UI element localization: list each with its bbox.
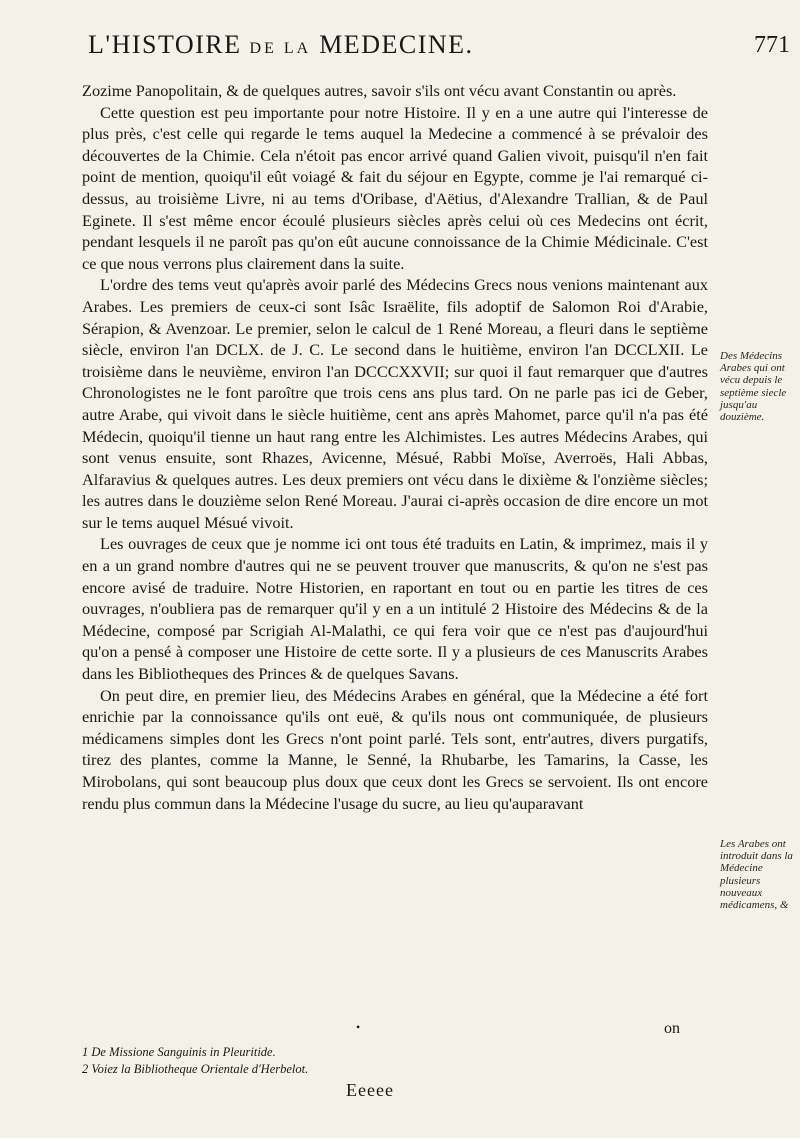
paragraph: Zozime Panopolitain, & de quelques autres, savoir s'ils ont vécu avant Constantin ou après. xyxy=(82,81,677,100)
catchword: on xyxy=(664,1020,680,1037)
margin-note: Des Médecins Arabes qui ont vécu depuis le septième siecle jusqu'au douzième. xyxy=(720,350,787,424)
header-title-part3: MEDECINE. xyxy=(319,30,474,59)
paragraph: Les ouvrages de ceux que je nomme ici ont tous été traduits en Latin, & imprimez, mais il y en a un grand nombre d'autres qui ne se peuvent trouver que manuscrits, & qu'on ne s'est pas encore avisé de traduire. Notre Historien, en raportant en tout ou en partie les titres de ces ouvrages, n'oubliera pas de remarquer qu'il y en a un intitulé 2 Histoire des Médecins & de la Médecine, composé par Scrigiah Al-Malathi, ce qui fera voir que ce n'est pas d'aujourd'hui qu'on a pensé à composer une Histoire de cette sorte. Il y a plusieurs de ces Manuscrits Arabes dans les Bibliotheques des Princes & de quelques Savans. xyxy=(82,534,708,684)
paragraph: On peut dire, en premier lieu, des Médecins Arabes en général, que la Médecine a été fort enrichie par la connoissance qu'ils ont euë, & qu'ils nous ont communiquée, de plusieurs médicamens simples dont les Grecs n'ont point parlé. Tels sont, entr'autres, divers purgatifs, tirez des plantes, comme la Manne, le Senné, la Rhubarbe, les Tamarins, la Casse, les Mirobolans, qui sont beaucoup plus doux que ceux dont les Grecs se servoient. Ils ont encore rendu plus commun dans la Médecine l'usage du sucre, au lieu qu'auparavant xyxy=(82,685,708,813)
header-title-part1: L'HISTOIRE xyxy=(88,30,242,59)
footnote: 2 Voiez la Bibliotheque Orientale d'Herbelot. xyxy=(82,1062,309,1076)
paragraph: Cette question est peu importante pour notre Histoire. Il y en a une autre qui l'interesse de plus près, c'est celle qui regarde le tems auquel la Medecine a commencé à se prévaloir des découvertes de la Chimie. Cela n'étoit pas encor arrivé quand Galien vivoit, puisqu'il n'en fait point de mention, quoiqu'il eût voiagé & fait du séjour en Egypte, comme je l'ai remarqué ci-dessus, au troisième Livre, ni au tems d'Oribase, d'Aëtius, d'Alexandre Trallian, & de Paul Eginete. Il s'est même encor écoulé plusieurs siècles après celui où ces Medecins ont écrit, pendant lesquels il ne paroît pas qu'on eût aucune connoissance de la Chimie Médicinale. C'est ce que nous verrons plus clairement dans la suite. xyxy=(82,102,708,273)
margin-note: Les Arabes ont introduit dans la Médecine plusieurs nouveaux médicamens, & xyxy=(720,838,793,912)
header-title-part2: DE LA xyxy=(249,40,312,57)
running-header xyxy=(88,30,790,60)
printer-mark-icon: • xyxy=(356,1020,361,1034)
footnote: 1 De Missione Sanguinis in Pleuritide. xyxy=(82,1045,276,1059)
signature-mark: Eeeee xyxy=(346,1080,394,1100)
page-number: 771 xyxy=(754,32,790,58)
footnotes xyxy=(82,1044,682,1078)
paragraph: L'ordre des tems veut qu'après avoir parlé des Médecins Grecs nous venions maintenant aux Arabes. Les premiers de ceux-ci sont Isâc Israëlite, fils adoptif de Salomon Roi d'Arabie, Sérapion, & Avenzoar. Le premier, selon le calcul de 1 René Moreau, a fleuri dans le septième siècle, environ l'an DCLX. de J. C. Le second dans le huitième, environ l'an DCCLXII. Le troisième dans le neuvième, environ l'an DCCCXXVII; sur quoi il faut remarquer que d'autres Chronologistes ne le font paroître que trois cens ans plus tard. On ne parle pas ici de Geber, autre Arabe, qui vivoit dans le siècle huitième, cent ans après Mahomet, parce qu'il n'a pas été Médecin, quoiqu'il tienne un haut rang entre les Alchimistes. Les autres Médecins Arabes, qui sont venus ensuite, sont Rhazes, Avicenne, Mésué, Rabbi Moïse, Averroës, Hali Abbas, Alfaravius & quelques autres. Les deux premiers ont vécu dans le dixième & l'onzième siècles; les autres dans le douzième selon René Moreau. J'aurai ci-après occasion de dire encore un mot sur le tems auquel Mésué vivoit. xyxy=(82,275,708,532)
main-text xyxy=(82,80,708,814)
